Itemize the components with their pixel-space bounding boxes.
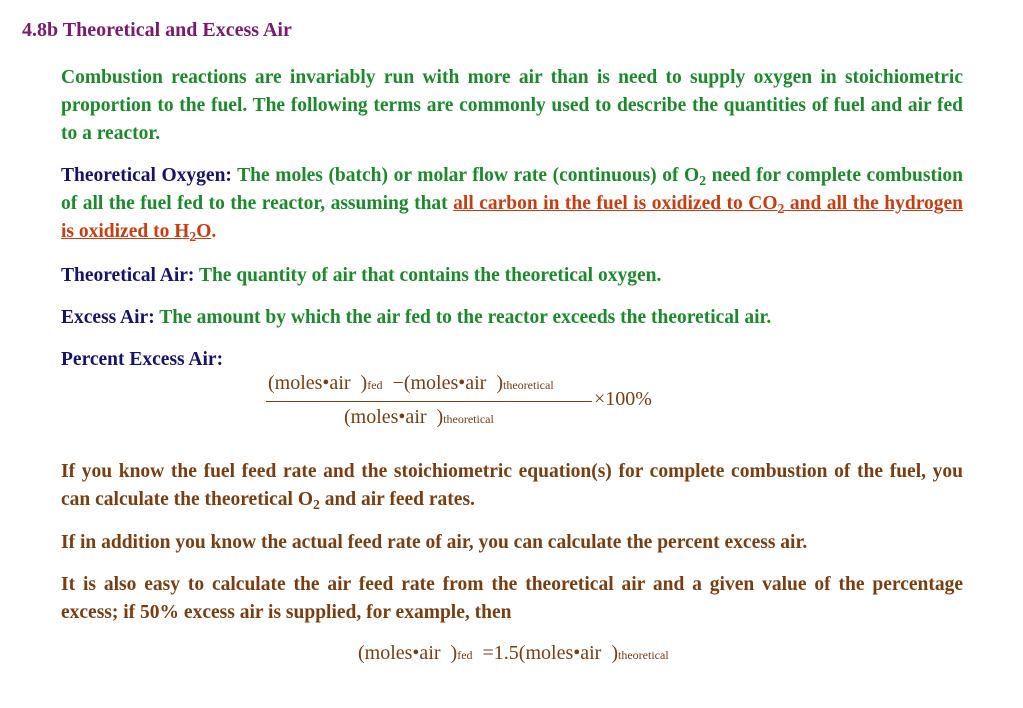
formula-term: ) — [496, 372, 504, 394]
formula-subscript: theoretical — [503, 378, 554, 392]
formula-term: ) — [450, 642, 458, 664]
formula-subscript: fed — [367, 378, 383, 392]
assumption-text-a: all carbon in the fuel is oxidized to CO — [453, 193, 778, 214]
formula-term: (moles•air — [358, 642, 441, 664]
formula-operator: − — [392, 372, 404, 394]
formula-subscript: fed — [457, 648, 473, 662]
formula-operator: ×100% — [594, 388, 652, 410]
formula-term: ) — [436, 406, 444, 428]
percent-excess-air-term: Percent Excess Air: — [61, 349, 224, 370]
formula-term: =1.5(moles•air — [482, 642, 602, 664]
assumption-text-b: and all the hydrogen is oxidized to H — [61, 193, 964, 242]
formula-subscript: theoretical — [443, 412, 494, 426]
excess-air-paragraph — [61, 304, 963, 332]
theoretical-oxygen-term: Theoretical Oxygen: — [61, 165, 232, 186]
formula-term: (moles•air — [403, 372, 487, 394]
formula-term: (moles•air — [268, 372, 351, 394]
theoretical-air-paragraph — [61, 262, 963, 290]
feed-rate-paragraph — [61, 458, 963, 514]
formula-multiplier — [594, 388, 652, 411]
subscript: 2 — [777, 201, 785, 217]
formula-denominator — [344, 406, 494, 429]
fraction-bar — [266, 401, 592, 402]
period: . — [211, 221, 217, 242]
formula-air-feed — [358, 642, 669, 665]
intro-paragraph: Combustion reactions are invariably run with more air than is need to supply oxygen in stoichiometric proportion to the fuel. The following terms are commonly used to describe the quantities of fuel and air fed to a reactor. — [61, 67, 963, 144]
formula-term: ) — [611, 642, 619, 664]
theoretical-oxygen-text-b: need for complete combustion of all the fuel fed to the reactor, assuming that — [61, 165, 963, 214]
assumption-text-c: O — [196, 221, 212, 242]
percent-excess-air-paragraph — [61, 346, 963, 374]
formula-numerator — [268, 372, 554, 395]
subscript: 2 — [699, 173, 707, 189]
addition-paragraph: If in addition you know the actual feed rate of air, you can calculate the percent excess air. — [61, 532, 808, 553]
subscript: 2 — [313, 497, 320, 513]
excess-air-text: The amount by which the air fed to the reactor exceeds the theoretical air. — [159, 307, 772, 328]
feed-rate-text-a: If you know the fuel feed rate and the stoichiometric equation(s) for complete combustion of the fuel, you can calculate the theoretical O — [61, 461, 963, 510]
formula-term: ) — [360, 372, 368, 394]
easy-calc-paragraph: It is also easy to calculate the air feed rate from the theoretical air and a given value of the percentage excess; if 50% excess air is supplied, for example, then — [61, 574, 963, 623]
page-title: 4.8b Theoretical and Excess Air — [22, 19, 292, 41]
excess-air-term: Excess Air: — [61, 307, 155, 328]
theoretical-air-term: Theoretical Air: — [61, 265, 195, 286]
feed-rate-text-b: and air feed rates. — [324, 489, 475, 510]
theoretical-oxygen-paragraph — [61, 162, 963, 246]
subscript: 2 — [189, 229, 197, 245]
formula-subscript: theoretical — [618, 648, 669, 662]
theoretical-air-text: The quantity of air that contains the theoretical oxygen. — [198, 265, 662, 286]
theoretical-oxygen-text-a: The moles (batch) or molar flow rate (continuous) of O — [237, 165, 700, 186]
formula-term: (moles•air — [344, 406, 427, 428]
